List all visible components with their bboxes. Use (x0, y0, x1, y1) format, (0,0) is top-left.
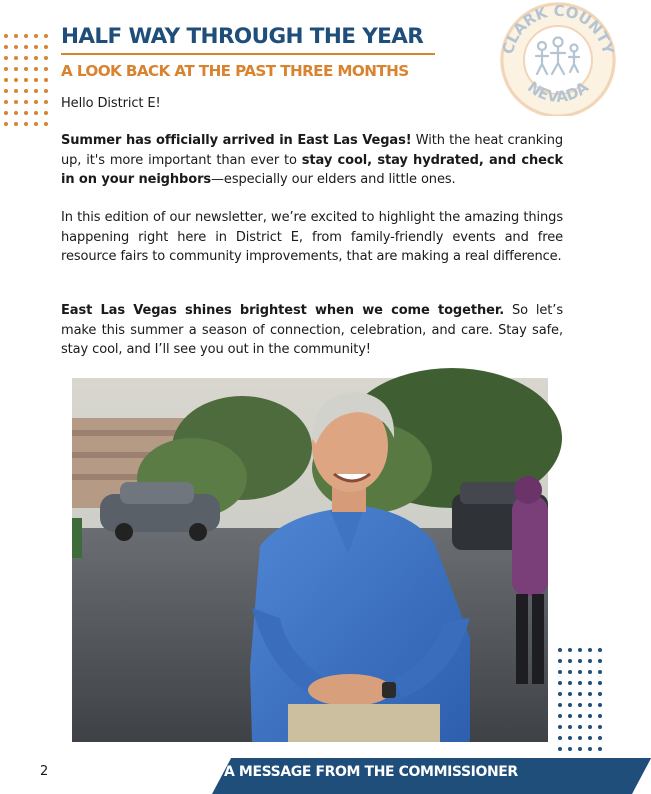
greeting: Hello District E! (61, 96, 161, 111)
title-underline (61, 53, 435, 55)
summer-text-2: —especially our elders and little ones. (211, 172, 456, 187)
paragraph-summer (61, 131, 563, 190)
summer-lead: Summer has officially arrived in East Las Vegas! (61, 133, 412, 148)
orange-dot-pattern (4, 34, 48, 126)
page-number: 2 (40, 764, 49, 779)
commissioner-photo (72, 378, 548, 742)
summer-text-1: With the heat cranking up, it's more important than ever to (61, 133, 563, 168)
seal-top-text: CLARK COUNTY (498, 1, 618, 57)
navy-dot-pattern (558, 648, 602, 751)
section-label: A MESSAGE FROM THE COMMISSIONER (224, 764, 518, 780)
paragraph-newsletter: In this edition of our newsletter, we’re excited to highlight the amazing things happening right here in District E, from family-friendly events and free resource fairs to community improvements, that are making a real difference. (61, 210, 563, 264)
page-subtitle: A LOOK BACK AT THE PAST THREE MONTHS (61, 62, 409, 80)
paragraph-closing (61, 301, 563, 360)
closing-lead: East Las Vegas shines brightest when we come together. (61, 303, 505, 318)
page-title: HALF WAY THROUGH THE YEAR (61, 24, 424, 49)
seal-bottom-text: NEVADA (524, 77, 592, 107)
closing-text: So let’s make this summer a season of connection, celebration, and care. Stay safe, stay cool, and I’ll see you out in the community! (61, 303, 563, 357)
summer-emphasis: stay cool, stay hydrated, and check in on your neighbors (61, 152, 563, 187)
